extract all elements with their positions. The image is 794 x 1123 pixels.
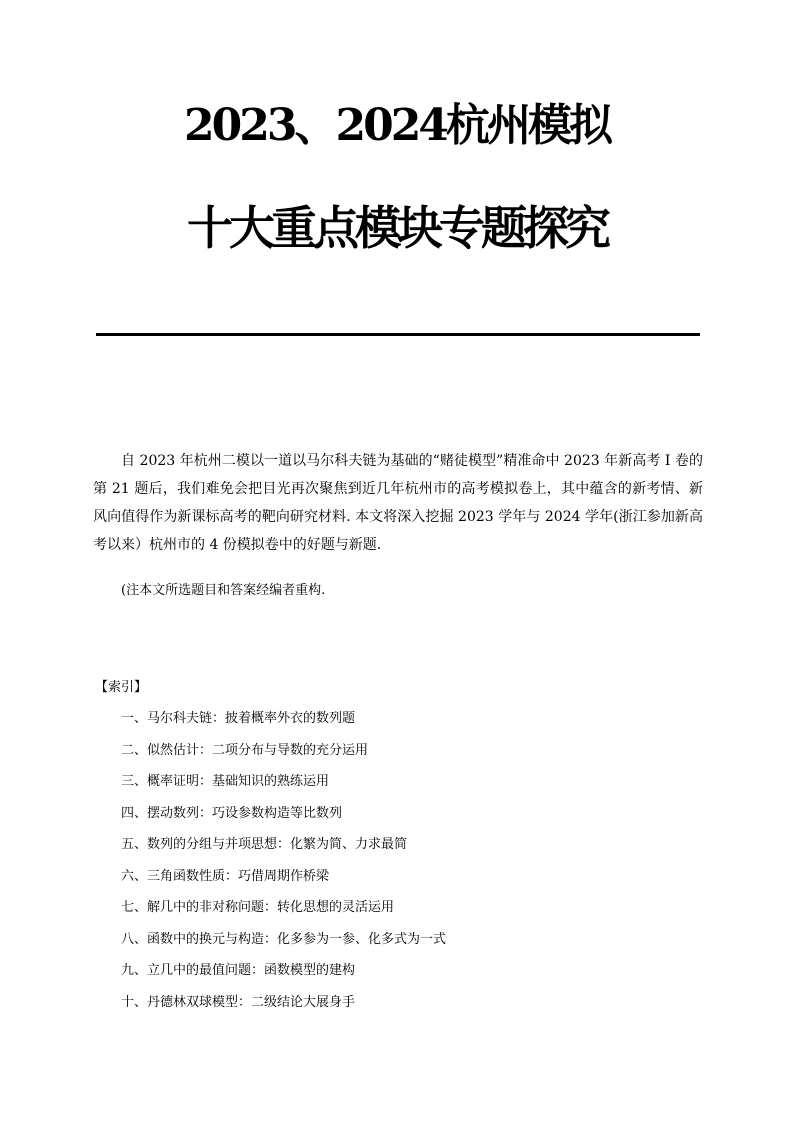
index-item: 十、丹德林双球模型：二级结论大展身手: [121, 994, 356, 1010]
index-heading: 【索引】: [95, 680, 148, 695]
index-item: 一、马尔科夫链：披着概率外衣的数列题: [121, 711, 356, 726]
index-list: [121, 707, 446, 1022]
index-item: 七、解几中的非对称问题：转化思想的灵活运用: [121, 900, 395, 915]
index-item: 八、函数中的换元与构造：化多参为一参、化多式为一式: [121, 931, 447, 947]
document-title-line-2: 十大重点模块专题探究: [187, 201, 607, 255]
title-divider: [96, 333, 700, 336]
index-item: 五、数列的分组与并项思想：化繁为简、力求最简: [121, 837, 408, 852]
editor-note: (注本文所选题目和答案经编者重构.: [121, 583, 326, 598]
document-title-line-1: 2023、2024杭州模拟: [184, 100, 610, 151]
index-item: 三、概率证明：基础知识的熟练运用: [121, 774, 330, 789]
index-item: 九、立几中的最值问题：函数模型的建构: [121, 963, 356, 978]
index-item: 六、三角函数性质：巧借周期作桥梁: [121, 868, 330, 884]
intro-paragraph: 自 2023 年杭州二模以一道以马尔科夫链为基础的“赌徒模型”精准命中 2023 年新高考 I 卷的第 21 题后，我们难免会把目光再次聚焦到近几年杭州市的高考模拟卷上，其中蕴含的新考情、新风向值得作为新课标高考的靶向研究材料. 本文将深入挖掘 2023 学年与 2024 学年(浙江参加新高考以来）杭州市的 4 份模拟卷中的好题与新题.: [93, 453, 703, 553]
index-item: 二、似然估计：二项分布与导数的充分运用: [121, 742, 369, 758]
index-item: 四、摆动数列：巧设参数构造等比数列: [121, 805, 343, 821]
